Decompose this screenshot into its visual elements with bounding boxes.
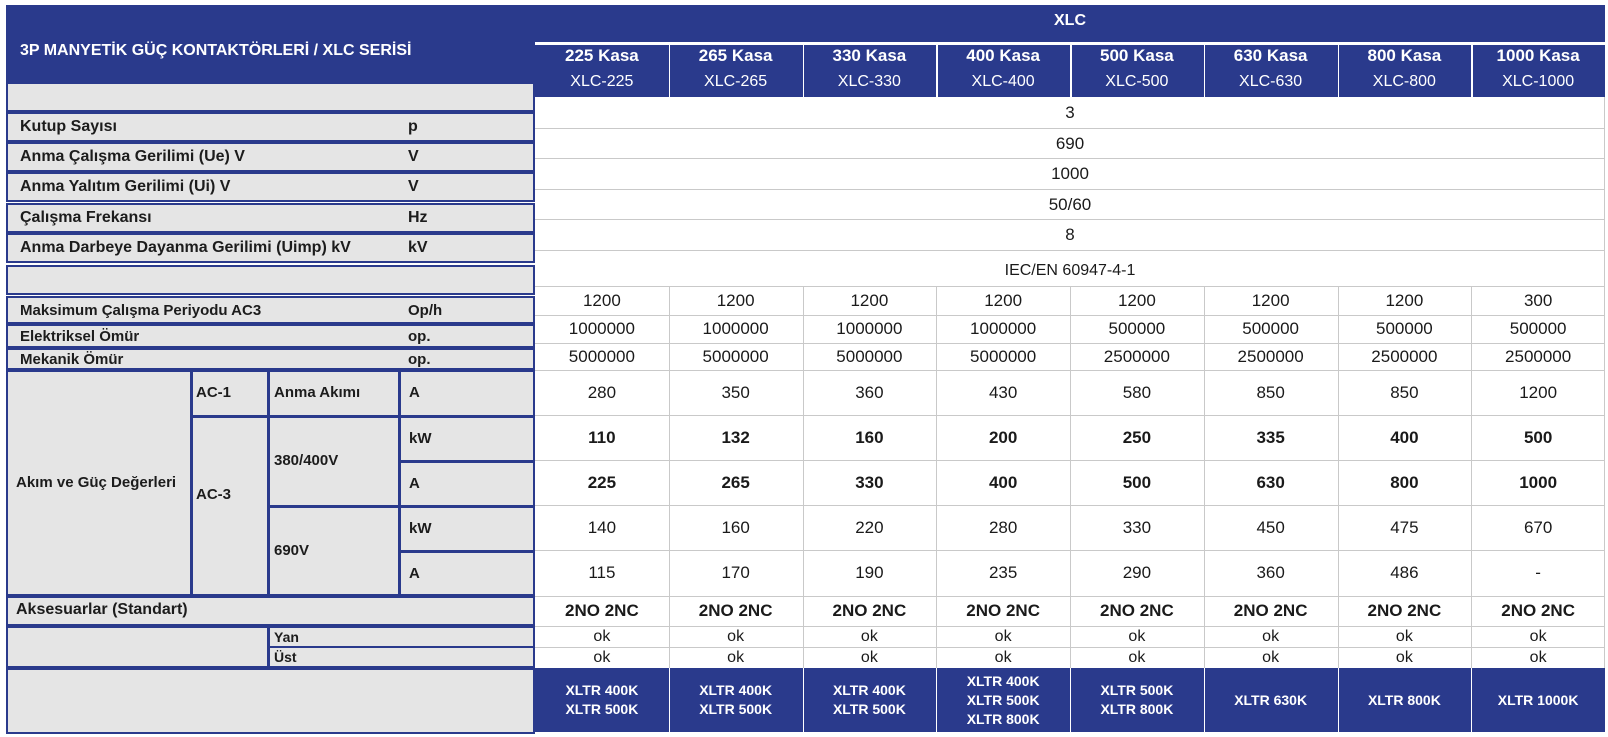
row-label: Anma Darbeye Dayanma Gerilimi (Uimp) kV — [20, 239, 351, 256]
ac3-690-kw-value: 280 — [988, 517, 1018, 537]
table-title: 3P MANYETİK GÜÇ KONTAKTÖRLERİ / XLC SERİSİ — [20, 42, 412, 59]
ac1-current-value: 850 — [1390, 382, 1419, 402]
voltage-690-label: 690V — [274, 541, 310, 559]
ac1-current-value: 280 — [587, 382, 617, 402]
accessory-value: 2NO 2NC — [1501, 601, 1575, 620]
ac3-690-a-value: 115 — [588, 563, 616, 582]
ac3-690-kw-value: 450 — [1256, 517, 1285, 537]
overload-relay-cell — [936, 668, 1070, 732]
row-unit: p — [408, 118, 418, 135]
ac3-690-kw-value: 160 — [721, 517, 750, 537]
common-value: 8 — [1065, 224, 1075, 244]
ac3-380-kw-value: 500 — [1523, 427, 1553, 447]
row-unit: op. — [408, 327, 431, 345]
model-header: XLC-1000 — [1502, 73, 1575, 90]
case-header: 1000 Kasa — [1496, 46, 1580, 65]
case-header: 225 Kasa — [565, 46, 639, 65]
unit-690-a: A — [409, 564, 420, 582]
row-unit: Op/h — [408, 301, 443, 319]
unit-380-kw: kW — [409, 429, 432, 447]
top-value: ok — [1128, 648, 1146, 666]
ac3-380-kw-value: 400 — [1390, 427, 1419, 447]
side-label: Yan — [274, 629, 299, 645]
ac3-380-a-value: 330 — [855, 472, 884, 492]
ac1-current-value: 360 — [855, 382, 884, 402]
ac3-690-kw-value: 670 — [1523, 517, 1553, 537]
row-label: Anma Çalışma Gerilimi (Ue) V — [20, 148, 245, 165]
ac1-current-value: 350 — [721, 382, 750, 402]
model-header: XLC-400 — [971, 73, 1035, 90]
top-value: ok — [860, 648, 878, 666]
period-value: 300 — [1523, 290, 1553, 310]
row-label: Mekanik Ömür — [20, 350, 124, 368]
row-unit: op. — [408, 350, 431, 368]
ac3-380-a-value: 1000 — [1519, 472, 1558, 492]
row-unit: kV — [408, 239, 428, 256]
ac3-690-kw-value: 475 — [1390, 517, 1419, 537]
ac3-380-a-value: 630 — [1256, 472, 1285, 492]
overload-relay-model: XLTR 800K — [966, 710, 1040, 727]
ac3-690-a-value: 290 — [1122, 563, 1152, 582]
series-header: XLC — [1054, 12, 1086, 29]
accessory-value: 2NO 2NC — [832, 601, 907, 620]
electrical-life-value: 1000000 — [568, 319, 635, 338]
empty-label-row — [6, 82, 535, 112]
ac1-label: Anma Akımı — [274, 383, 361, 401]
accessories-label: Aksesuarlar (Standart) — [16, 601, 188, 618]
row-unit: V — [408, 148, 419, 165]
ac1-category: AC-1 — [196, 383, 232, 401]
overload-relay-cell — [669, 668, 803, 732]
model-header: XLC-225 — [570, 73, 634, 90]
ac3-690-kw-value: 220 — [855, 517, 884, 537]
mechanical-life-value: 5000000 — [836, 346, 903, 366]
overload-relay-model: XLTR 400K — [966, 672, 1040, 689]
period-value: 1200 — [1385, 290, 1424, 310]
period-value: 1200 — [716, 290, 755, 310]
ac3-380-kw-value: 200 — [988, 427, 1018, 447]
mechanical-life-value: 2500000 — [1371, 346, 1438, 366]
side-value: ok — [1262, 627, 1280, 645]
top-value: ok — [994, 648, 1012, 666]
accessory-value: 2NO 2NC — [698, 601, 773, 620]
ac3-690-a-value: 235 — [988, 563, 1018, 582]
ac1-current-value: 850 — [1256, 382, 1285, 402]
electrical-life-value: 1000000 — [836, 319, 903, 338]
model-header: XLC-500 — [1105, 73, 1169, 90]
model-header: XLC-330 — [837, 73, 901, 90]
ac3-380-a-value: 225 — [587, 472, 617, 492]
row-label: Maksimum Çalışma Periyodu AC3 — [20, 301, 262, 319]
top-value: ok — [593, 648, 611, 666]
overload-relay-model: XLTR 500K — [966, 691, 1040, 708]
period-value: 1200 — [582, 290, 621, 310]
accessory-value: 2NO 2NC — [1100, 601, 1174, 620]
period-value: 1200 — [850, 290, 889, 310]
row-label: Çalışma Frekansı — [20, 209, 152, 226]
top-value: ok — [1395, 648, 1413, 666]
row-label: Kutup Sayısı — [20, 118, 117, 135]
case-header: 400 Kasa — [966, 46, 1040, 65]
ac3-380-a-value: 400 — [988, 472, 1018, 492]
side-value: ok — [593, 627, 611, 645]
overload-relay-cell — [1070, 668, 1204, 732]
overload-label-row — [6, 668, 535, 734]
side-value: ok — [1128, 627, 1146, 645]
ac3-690-a-value: 170 — [721, 563, 750, 582]
mechanical-life-value: 2500000 — [1505, 346, 1572, 366]
standard-value: IEC/EN 60947-4-1 — [1004, 261, 1136, 279]
accessory-value: 2NO 2NC — [565, 601, 639, 620]
accessory-value: 2NO 2NC — [1367, 601, 1442, 620]
side-value: ok — [727, 627, 745, 645]
overload-relay-model: XLTR 500K — [832, 701, 906, 717]
side-value: ok — [1395, 627, 1413, 645]
case-header: 800 Kasa — [1367, 46, 1442, 65]
electrical-life-value: 500000 — [1108, 319, 1166, 338]
mechanical-life-value: 5000000 — [702, 346, 769, 366]
overload-relay-model: XLTR 800K — [1100, 701, 1174, 717]
model-header: XLC-800 — [1372, 73, 1436, 90]
ac3-380-a-value: 800 — [1390, 472, 1419, 492]
mechanical-life-value: 5000000 — [970, 346, 1037, 366]
electrical-life-value: 1000000 — [702, 319, 769, 338]
ac3-690-kw-value: 330 — [1122, 517, 1152, 537]
side-value: ok — [994, 627, 1012, 645]
row-label: Elektriksel Ömür — [20, 327, 140, 345]
overload-relay-cell — [1204, 668, 1338, 732]
unit-690-kw: kW — [409, 519, 432, 537]
model-header: XLC-265 — [704, 73, 768, 90]
model-header: XLC-630 — [1239, 73, 1303, 90]
mechanical-life-value: 5000000 — [568, 346, 635, 366]
ac3-380-kw-value: 160 — [855, 427, 884, 447]
period-value: 1200 — [984, 290, 1023, 310]
ac1-unit: A — [409, 383, 420, 401]
side-value: ok — [1529, 627, 1547, 645]
common-value: 3 — [1065, 102, 1075, 122]
ac1-current-value: 430 — [988, 382, 1018, 402]
overload-relay-model: XLTR 500K — [1100, 682, 1174, 698]
row-unit: Hz — [408, 209, 428, 226]
top-label: Üst — [274, 649, 297, 665]
case-header: 330 Kasa — [832, 46, 907, 65]
ac3-380-kw-value: 132 — [721, 427, 750, 447]
overload-relay-model: XLTR 400K — [832, 682, 906, 698]
top-value: ok — [727, 648, 745, 666]
electrical-life-value: 500000 — [1509, 319, 1567, 338]
ac3-690-kw-value: 140 — [587, 517, 617, 537]
ac3-380-kw-value: 110 — [588, 427, 616, 447]
overload-relay-model: XLTR 400K — [565, 682, 639, 698]
overload-relay-cell — [535, 668, 669, 732]
common-value: 50/60 — [1048, 194, 1092, 214]
voltage-380-label: 380/400V — [274, 451, 339, 469]
unit-380-a: A — [409, 474, 420, 492]
electrical-life-value: 1000000 — [970, 319, 1037, 338]
accessory-value: 2NO 2NC — [1233, 601, 1308, 620]
common-value: 690 — [1055, 133, 1085, 153]
period-value: 1200 — [1117, 290, 1156, 310]
ac1-current-value: 580 — [1122, 382, 1152, 402]
case-header: 500 Kasa — [1100, 46, 1174, 65]
common-value: 1000 — [1051, 163, 1089, 183]
ac3-380-kw-value: 335 — [1256, 427, 1285, 447]
ac3-690-a-value: 190 — [855, 563, 884, 582]
row-label: Anma Yalıtım Gerilimi (Ui) V — [20, 178, 231, 195]
ac3-690-a-value: - — [1535, 563, 1541, 582]
case-header: 630 Kasa — [1233, 46, 1308, 65]
top-value: ok — [1529, 648, 1547, 666]
ac3-690-a-value: 360 — [1256, 563, 1285, 582]
overload-relay-model: XLTR 1000K — [1497, 691, 1579, 708]
empty-label-row — [6, 265, 535, 295]
overload-relay-cell — [803, 668, 937, 732]
overload-relay-cell — [1338, 668, 1472, 732]
side-value: ok — [860, 627, 878, 645]
case-header: 265 Kasa — [698, 46, 773, 65]
ratings-group-label: Akım ve Güç Değerleri — [16, 473, 177, 491]
top-value: ok — [1262, 648, 1280, 666]
ac3-380-a-value: 500 — [1122, 472, 1152, 492]
overload-relay-model: XLTR 500K — [565, 701, 639, 717]
period-value: 1200 — [1251, 290, 1290, 310]
accessory-value: 2NO 2NC — [966, 601, 1040, 620]
overload-relay-model: XLTR 800K — [1367, 691, 1441, 708]
electrical-life-value: 500000 — [1242, 319, 1299, 338]
ac3-380-kw-value: 250 — [1122, 427, 1152, 447]
electrical-life-value: 500000 — [1376, 319, 1433, 338]
mechanical-life-value: 2500000 — [1103, 346, 1170, 366]
overload-relay-model: XLTR 500K — [699, 701, 773, 717]
overload-relay-cell — [1471, 668, 1605, 732]
overload-relay-model: XLTR 630K — [1234, 691, 1308, 708]
row-unit: V — [408, 178, 419, 195]
ac3-category: AC-3 — [196, 485, 232, 503]
overload-relay-model: XLTR 400K — [699, 682, 773, 698]
mechanical-life-value: 2500000 — [1237, 346, 1304, 366]
ac3-690-a-value: 486 — [1390, 563, 1419, 582]
ac1-current-value: 1200 — [1519, 382, 1558, 402]
ac3-380-a-value: 265 — [721, 472, 750, 492]
